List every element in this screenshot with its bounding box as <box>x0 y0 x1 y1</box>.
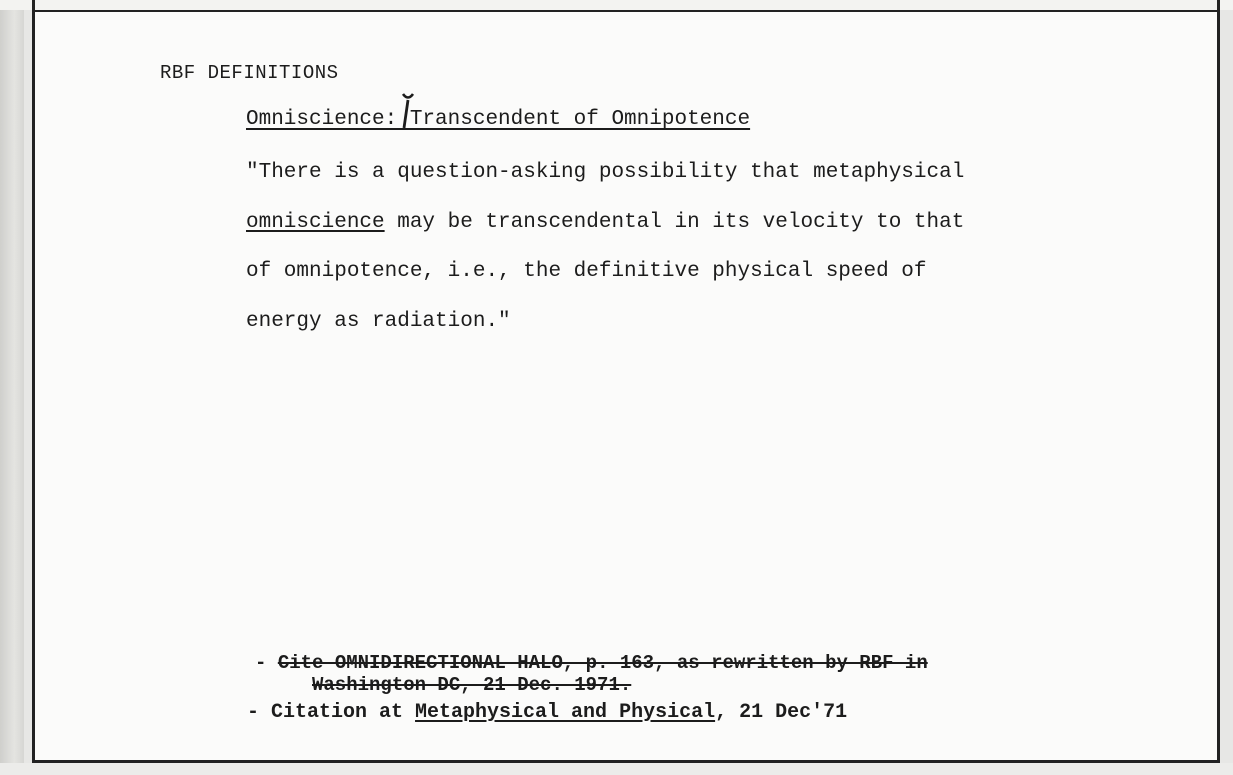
citation-dash: - <box>255 652 278 674</box>
page-edge <box>0 0 24 775</box>
citation-link[interactable]: Metaphysical and Physical <box>415 701 716 724</box>
struck-text: Cite OMNIDIRECTIONAL HALO, p. 163, as rewritten by RBF in <box>277 652 928 674</box>
quote-line <box>246 198 1106 248</box>
top-edge <box>0 0 1233 10</box>
struck-text: Washington DC, 21 Dec. 1971. <box>312 674 632 696</box>
definition-term: Omniscience: Transcendent of Omnipotence <box>246 108 751 131</box>
quote-line: of omnipotence, i.e., the definitive physical speed of <box>246 260 927 283</box>
quote-line-rest: may be transcendental in its velocity to that <box>384 210 965 234</box>
card-header: RBF DEFINITIONS <box>160 62 339 84</box>
struck-citation-line <box>255 674 1105 696</box>
struck-citation-line <box>255 652 1105 674</box>
bottom-edge <box>0 763 1233 775</box>
quote-underlined-word: omniscience <box>246 210 385 234</box>
citation-suffix: , 21 Dec'71 <box>715 701 848 724</box>
definition-quote <box>246 148 1106 346</box>
struck-citation <box>255 652 1105 696</box>
quote-line: "There is a question-asking possibility that metaphysical <box>246 161 965 184</box>
current-citation <box>247 701 847 724</box>
quote-line: energy as radiation." <box>246 309 511 333</box>
citation-prefix: - Citation at <box>247 701 416 724</box>
